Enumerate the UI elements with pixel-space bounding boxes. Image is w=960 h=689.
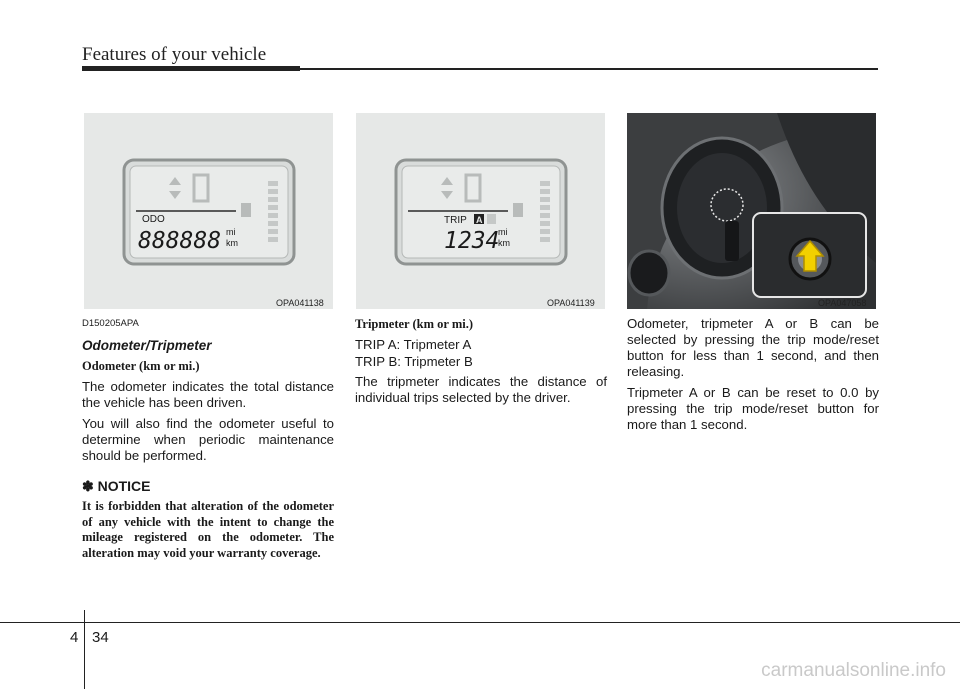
odometer-subhead: Odometer (km or mi.) [82, 359, 200, 373]
footer-rule [0, 622, 960, 623]
section-code: D150205APA [82, 318, 139, 329]
trip-unit-km: km [498, 238, 510, 248]
figure-caption: OPA047058 [818, 298, 867, 308]
trip-letter: A [476, 215, 483, 225]
notice-title: ✽ NOTICE [82, 478, 151, 494]
trip-digits: 1234 [444, 228, 500, 254]
tripmeter-display-figure [356, 113, 605, 309]
odo-label: ODO [142, 214, 165, 225]
odometer-display-figure [84, 113, 333, 309]
trip-b-line: TRIP B: Tripmeter B [355, 354, 473, 369]
column-trip-mode [627, 316, 879, 438]
odometer-paragraph: You will also find the odometer useful to determine when periodic maintenance should be performed. [82, 416, 334, 463]
tripmeter-subhead: Tripmeter (km or mi.) [355, 317, 474, 331]
header-title: Features of your vehicle [82, 44, 267, 65]
trip-mode-paragraph: Odometer, tripmeter A or B can be selected by pressing the trip mode/reset button for less than 1 second, and then releasing. [627, 316, 879, 379]
section-title: Odometer/Tripmeter [82, 338, 212, 353]
watermark: carmanualsonline.info [761, 660, 946, 681]
trip-unit-mi: mi [498, 227, 508, 237]
trip-reset-paragraph: Tripmeter A or B can be reset to 0.0 by pressing the trip mode/reset button for more than 1 second. [627, 385, 879, 432]
footer-divider [84, 610, 85, 689]
column-tripmeter [355, 316, 607, 411]
odo-digits: 888888 [138, 228, 222, 254]
page-chapter: 4 [70, 629, 79, 646]
tripmeter-paragraph: The tripmeter indicates the distance of individual trips selected by the driver. [355, 374, 607, 405]
figure-caption: OPA041139 [547, 298, 595, 308]
header-rule [82, 66, 878, 70]
figure-caption: OPA041138 [276, 298, 324, 308]
page-number: 34 [92, 629, 109, 646]
trip-label: TRIP [444, 215, 467, 226]
column-odometer [82, 316, 334, 561]
odo-unit-km: km [226, 238, 238, 248]
notice-text: It is forbidden that alteration of the odometer of any vehicle with the intent to change the mileage registered on the odometer. The alteration may void your warranty coverage. [82, 499, 334, 560]
instrument-cluster-photo [627, 113, 876, 309]
trip-a-line: TRIP A: Tripmeter A [355, 337, 472, 352]
odo-unit-mi: mi [226, 227, 236, 237]
odometer-paragraph: The odometer indicates the total distance the vehicle has been driven. [82, 379, 334, 410]
